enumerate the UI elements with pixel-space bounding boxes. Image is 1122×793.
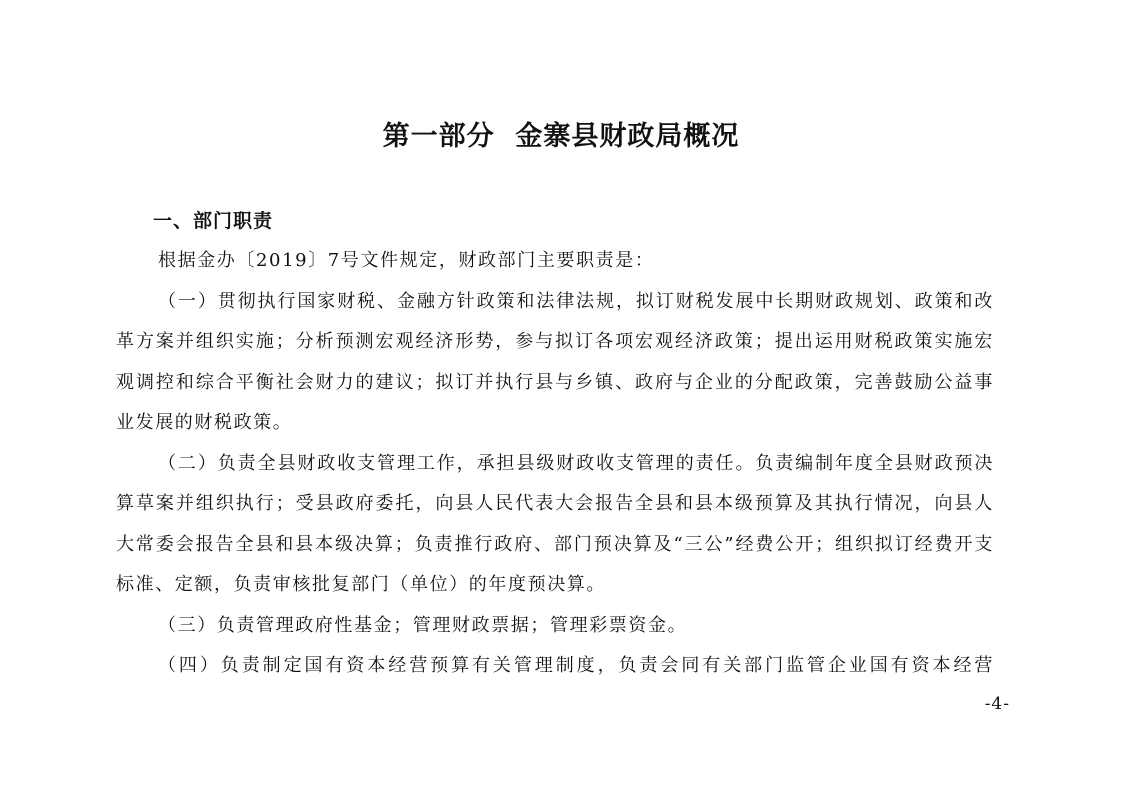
paragraph-duty-3: （三）负责管理政府性基金；管理财政票据；管理彩票资金。: [158, 614, 688, 636]
paragraph-duty-4: （四）负责制定国有资本经营预算有关管理制度，负责会同有关部门监管企业国有资本经营: [158, 655, 994, 676]
paragraph-intro: 根据金办〔2019〕7号文件规定，财政部门主要职责是：: [158, 250, 655, 271]
page-number: -4-: [984, 694, 1010, 714]
paragraph-duty-2: （二）负责全县财政收支管理工作，承担县级财政收支管理的责任。负责编制年度全县财政预决算草案并组织执行；受县政府委托，向县人民代表大会报告全县和县本级预算及其执行情况，向县人大常委会报告全县和县本级决算；负责推行政府、部门预决算及“三公”经费公开；组织拟订经费开支标准、定额，负责审核批复部门（单位）的年度预决算。: [116, 452, 994, 595]
page-title: 第一部分 金寨县财政局概况: [382, 121, 740, 152]
section-heading-duties: 一、部门职责: [153, 210, 274, 232]
paragraph-duty-1: （一）贯彻执行国家财税、金融方针政策和法律法规，拟订财税发展中长期财政规划、政策和改革方案并组织实施；分析预测宏观经济形势，参与拟订各项宏观经济政策；提出运用财税政策实施宏观调控和综合平衡社会财力的建议；拟订并执行县与乡镇、政府与企业的分配政策，完善鼓励公益事业发展的财税政策。: [116, 290, 994, 433]
body-text: [116, 241, 994, 687]
